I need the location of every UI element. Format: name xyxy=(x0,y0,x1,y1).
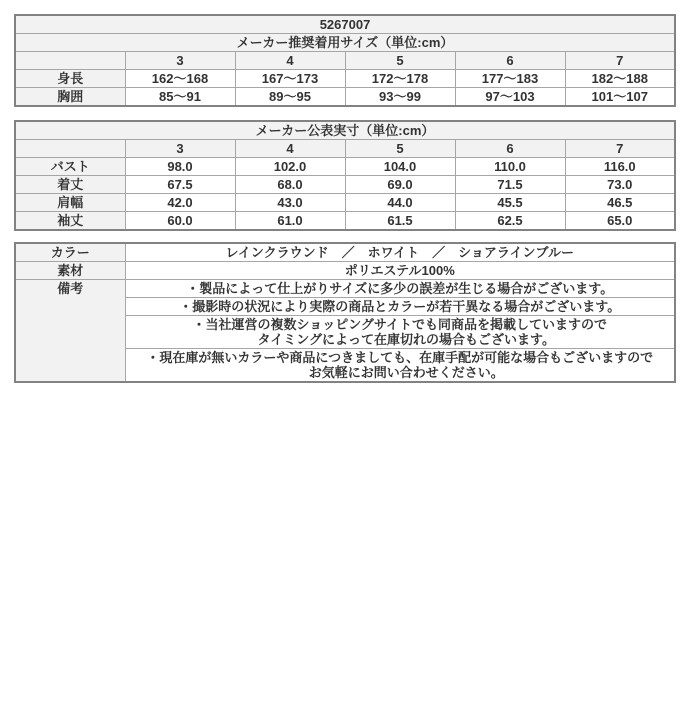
sleeve-value: 61.0 xyxy=(235,212,345,231)
table-row xyxy=(15,15,675,34)
recommended-size-table xyxy=(14,14,676,107)
actual-table-title: メーカー公表実寸（単位:cm） xyxy=(15,121,675,140)
sleeve-value: 61.5 xyxy=(345,212,455,231)
shoulder-value: 43.0 xyxy=(235,194,345,212)
recommended-table-title: メーカー推奨着用サイズ（単位:cm） xyxy=(15,34,675,52)
length-value: 67.5 xyxy=(125,176,235,194)
shoulder-value: 46.5 xyxy=(565,194,675,212)
material-label: 素材 xyxy=(15,262,125,280)
sleeve-value: 65.0 xyxy=(565,212,675,231)
height-value: 172～178 xyxy=(345,70,455,88)
table-row xyxy=(15,262,675,280)
row-label-shoulder: 肩幅 xyxy=(15,194,125,212)
note-text-continuation: お気軽にお問い合わせください。 xyxy=(308,365,504,380)
length-value: 69.0 xyxy=(345,176,455,194)
size-column-header: 6 xyxy=(455,52,565,70)
table-row xyxy=(15,121,675,140)
table-row xyxy=(15,140,675,158)
bust-value: 116.0 xyxy=(565,158,675,176)
table-row xyxy=(15,243,675,262)
size-column-header: 7 xyxy=(565,52,675,70)
size-column-header: 6 xyxy=(455,140,565,158)
size-column-header: 3 xyxy=(125,140,235,158)
product-code: 5267007 xyxy=(15,15,675,34)
note-item xyxy=(125,316,675,349)
bust-value: 110.0 xyxy=(455,158,565,176)
table-row xyxy=(15,280,675,298)
length-value: 71.5 xyxy=(455,176,565,194)
note-text: ・撮影時の状況により実際の商品とカラーが若干異なる場合がございます。 xyxy=(179,299,621,314)
bust-value: 98.0 xyxy=(125,158,235,176)
note-item xyxy=(125,349,675,383)
length-value: 73.0 xyxy=(565,176,675,194)
table-row xyxy=(15,194,675,212)
table-row xyxy=(15,88,675,107)
size-column-header: 4 xyxy=(235,52,345,70)
row-label-length: 着丈 xyxy=(15,176,125,194)
chest-value: 97～103 xyxy=(455,88,565,107)
notes-label: 備考 xyxy=(15,280,125,383)
bust-value: 104.0 xyxy=(345,158,455,176)
chest-value: 101～107 xyxy=(565,88,675,107)
note-text-continuation: タイミングによって在庫切れの場合もございます。 xyxy=(257,332,555,347)
color-label: カラー xyxy=(15,243,125,262)
note-item xyxy=(125,298,675,316)
bust-value: 102.0 xyxy=(235,158,345,176)
product-details-table xyxy=(14,242,676,383)
note-item xyxy=(125,280,675,298)
row-label-bust: バスト xyxy=(15,158,125,176)
table-row xyxy=(15,70,675,88)
sleeve-value: 62.5 xyxy=(455,212,565,231)
height-value: 177～183 xyxy=(455,70,565,88)
table-row xyxy=(15,176,675,194)
size-column-header: 4 xyxy=(235,140,345,158)
chest-value: 89～95 xyxy=(235,88,345,107)
table-row xyxy=(15,212,675,231)
sleeve-value: 60.0 xyxy=(125,212,235,231)
corner-cell xyxy=(15,140,125,158)
note-text: ・製品によって仕上がりサイズに多少の誤差が生じる場合がございます。 xyxy=(186,281,614,296)
height-value: 162～168 xyxy=(125,70,235,88)
size-column-header: 7 xyxy=(565,140,675,158)
size-column-header: 3 xyxy=(125,52,235,70)
chest-value: 93～99 xyxy=(345,88,455,107)
shoulder-value: 42.0 xyxy=(125,194,235,212)
material-value: ポリエステル100% xyxy=(125,262,675,280)
row-label-chest: 胸囲 xyxy=(15,88,125,107)
corner-cell xyxy=(15,52,125,70)
row-label-height: 身長 xyxy=(15,70,125,88)
chest-value: 85～91 xyxy=(125,88,235,107)
row-label-sleeve: 袖丈 xyxy=(15,212,125,231)
size-column-header: 5 xyxy=(345,52,455,70)
shoulder-value: 44.0 xyxy=(345,194,455,212)
table-row xyxy=(15,52,675,70)
table-row xyxy=(15,34,675,52)
shoulder-value: 45.5 xyxy=(455,194,565,212)
color-value: レインクラウンド ／ ホワイト ／ ショアラインブルー xyxy=(125,243,675,262)
size-column-header: 5 xyxy=(345,140,455,158)
length-value: 68.0 xyxy=(235,176,345,194)
table-row xyxy=(15,158,675,176)
note-text: ・当社運営の複数ショッピングサイトでも同商品を掲載していますので xyxy=(192,317,608,332)
actual-measurements-table xyxy=(14,120,676,231)
height-value: 167～173 xyxy=(235,70,345,88)
note-text: ・現在庫が無いカラーや商品につきましても、在庫手配が可能な場合もございますので xyxy=(146,350,654,365)
height-value: 182～188 xyxy=(565,70,675,88)
